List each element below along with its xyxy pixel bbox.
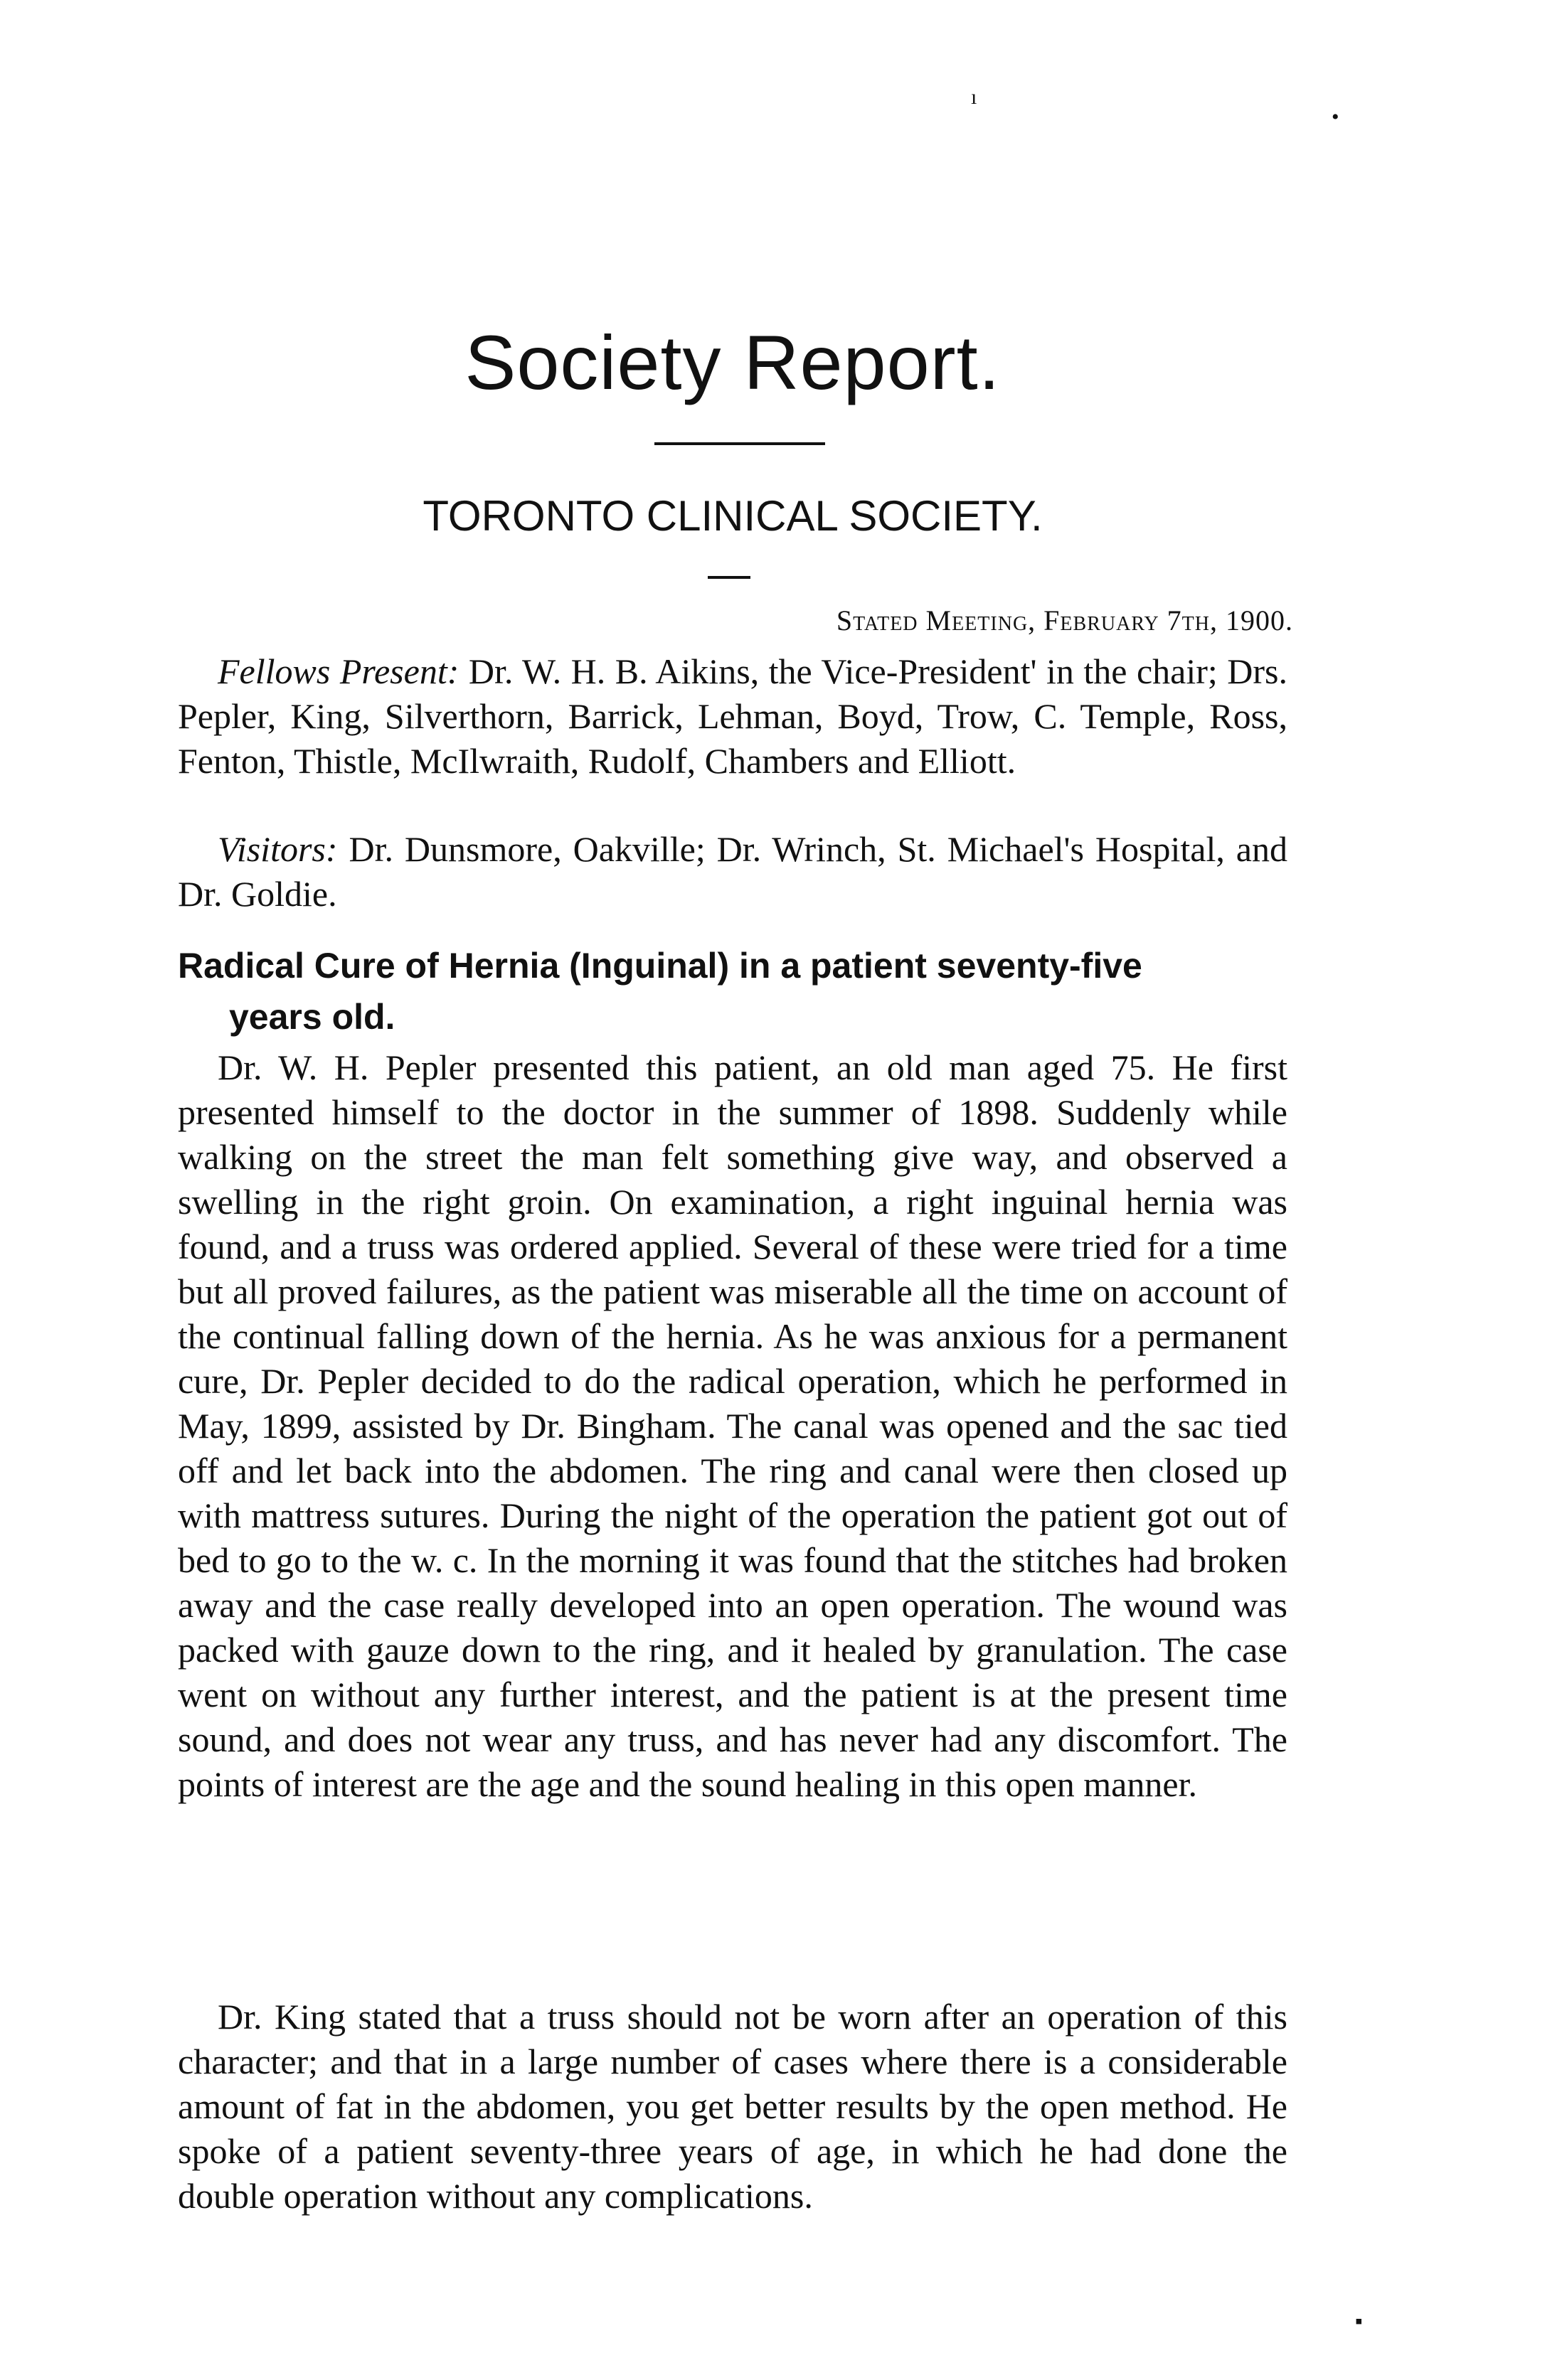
article-heading-line-1: Radical Cure of Hernia (Inguinal) in a patient seventy-five [178,946,1142,986]
printer-mark: • [1332,105,1339,129]
page-title: Society Report. [464,319,1001,405]
fellows-list: Dr. W. H. B. Aikins, the Vice-President' in the chair; Drs. Pepler, King, Silverthorn, Barrick, Lehman, Boyd, Trow, C. Temple, Ross, Fenton, Thistle, McIlwraith, Rudolf, Chambers and Elliott. [178,651,1288,781]
meeting-date: Stated Meeting, February 7th, 1900. [836,604,1293,636]
article-paragraph: Dr. King stated that a truss should not be worn after an operation of this character; and that in a large number of cases where there is a considerable amount of fat in the abdomen, you get better results by the open method. He spoke of a patient seventy-three years of age, in which he had done the double operation without any complications. [178,1997,1287,2216]
visitors-present [178,827,1287,917]
visitors-list: Dr. Dunsmore, Oakville; Dr. Wrinch, St. Michael's Hospital, and Dr. Goldie. [178,829,1288,914]
printer-mark: ▪ [1355,2310,1363,2333]
printer-mark: ı [971,85,977,109]
article-paragraph: Dr. W. H. Pepler presented this patient, an old man aged 75. He first presented himself to the doctor in the summer of 1898. Suddenly while walking on the street the man felt something give way, and observed a swelling in the right groin. On examination, a right inguinal hernia was found, and a truss was ordered applied. Several of these were tried for a time but all proved failures, as the patient was miserable all the time on account of the continual falling down of the hernia. As he was anxious for a permanent cure, Dr. Pepler decided to do the radical operation, which he performed in May, 1899, assisted by Dr. Bingham. The canal was opened and the sac tied off and let back into the abdomen. The ring and canal were then closed up with mattress sutures. During the night of the operation the patient got out of bed to go to the w. c. In the morning it was found that the stitches had broken away and the case really developed into an open operation. The wound was packed with gauze down to the ring, and it healed by granulation. The case went on without any further interest, and the patient is at the present time sound, and does not wear any truss, and has never had any discomfort. The points of interest are the age and the sound healing in this open manner. [178,1047,1287,1804]
fellows-label: Fellows Present: [218,651,460,691]
society-name: TORONTO CLINICAL SOCIETY. [423,492,1043,540]
fellows-present [178,649,1287,784]
article-heading [178,940,1287,1042]
visitors-label: Visitors: [218,829,338,869]
title-divider [654,442,825,445]
subtitle-divider [708,576,750,579]
article-heading-line-2: years old. [229,997,395,1037]
